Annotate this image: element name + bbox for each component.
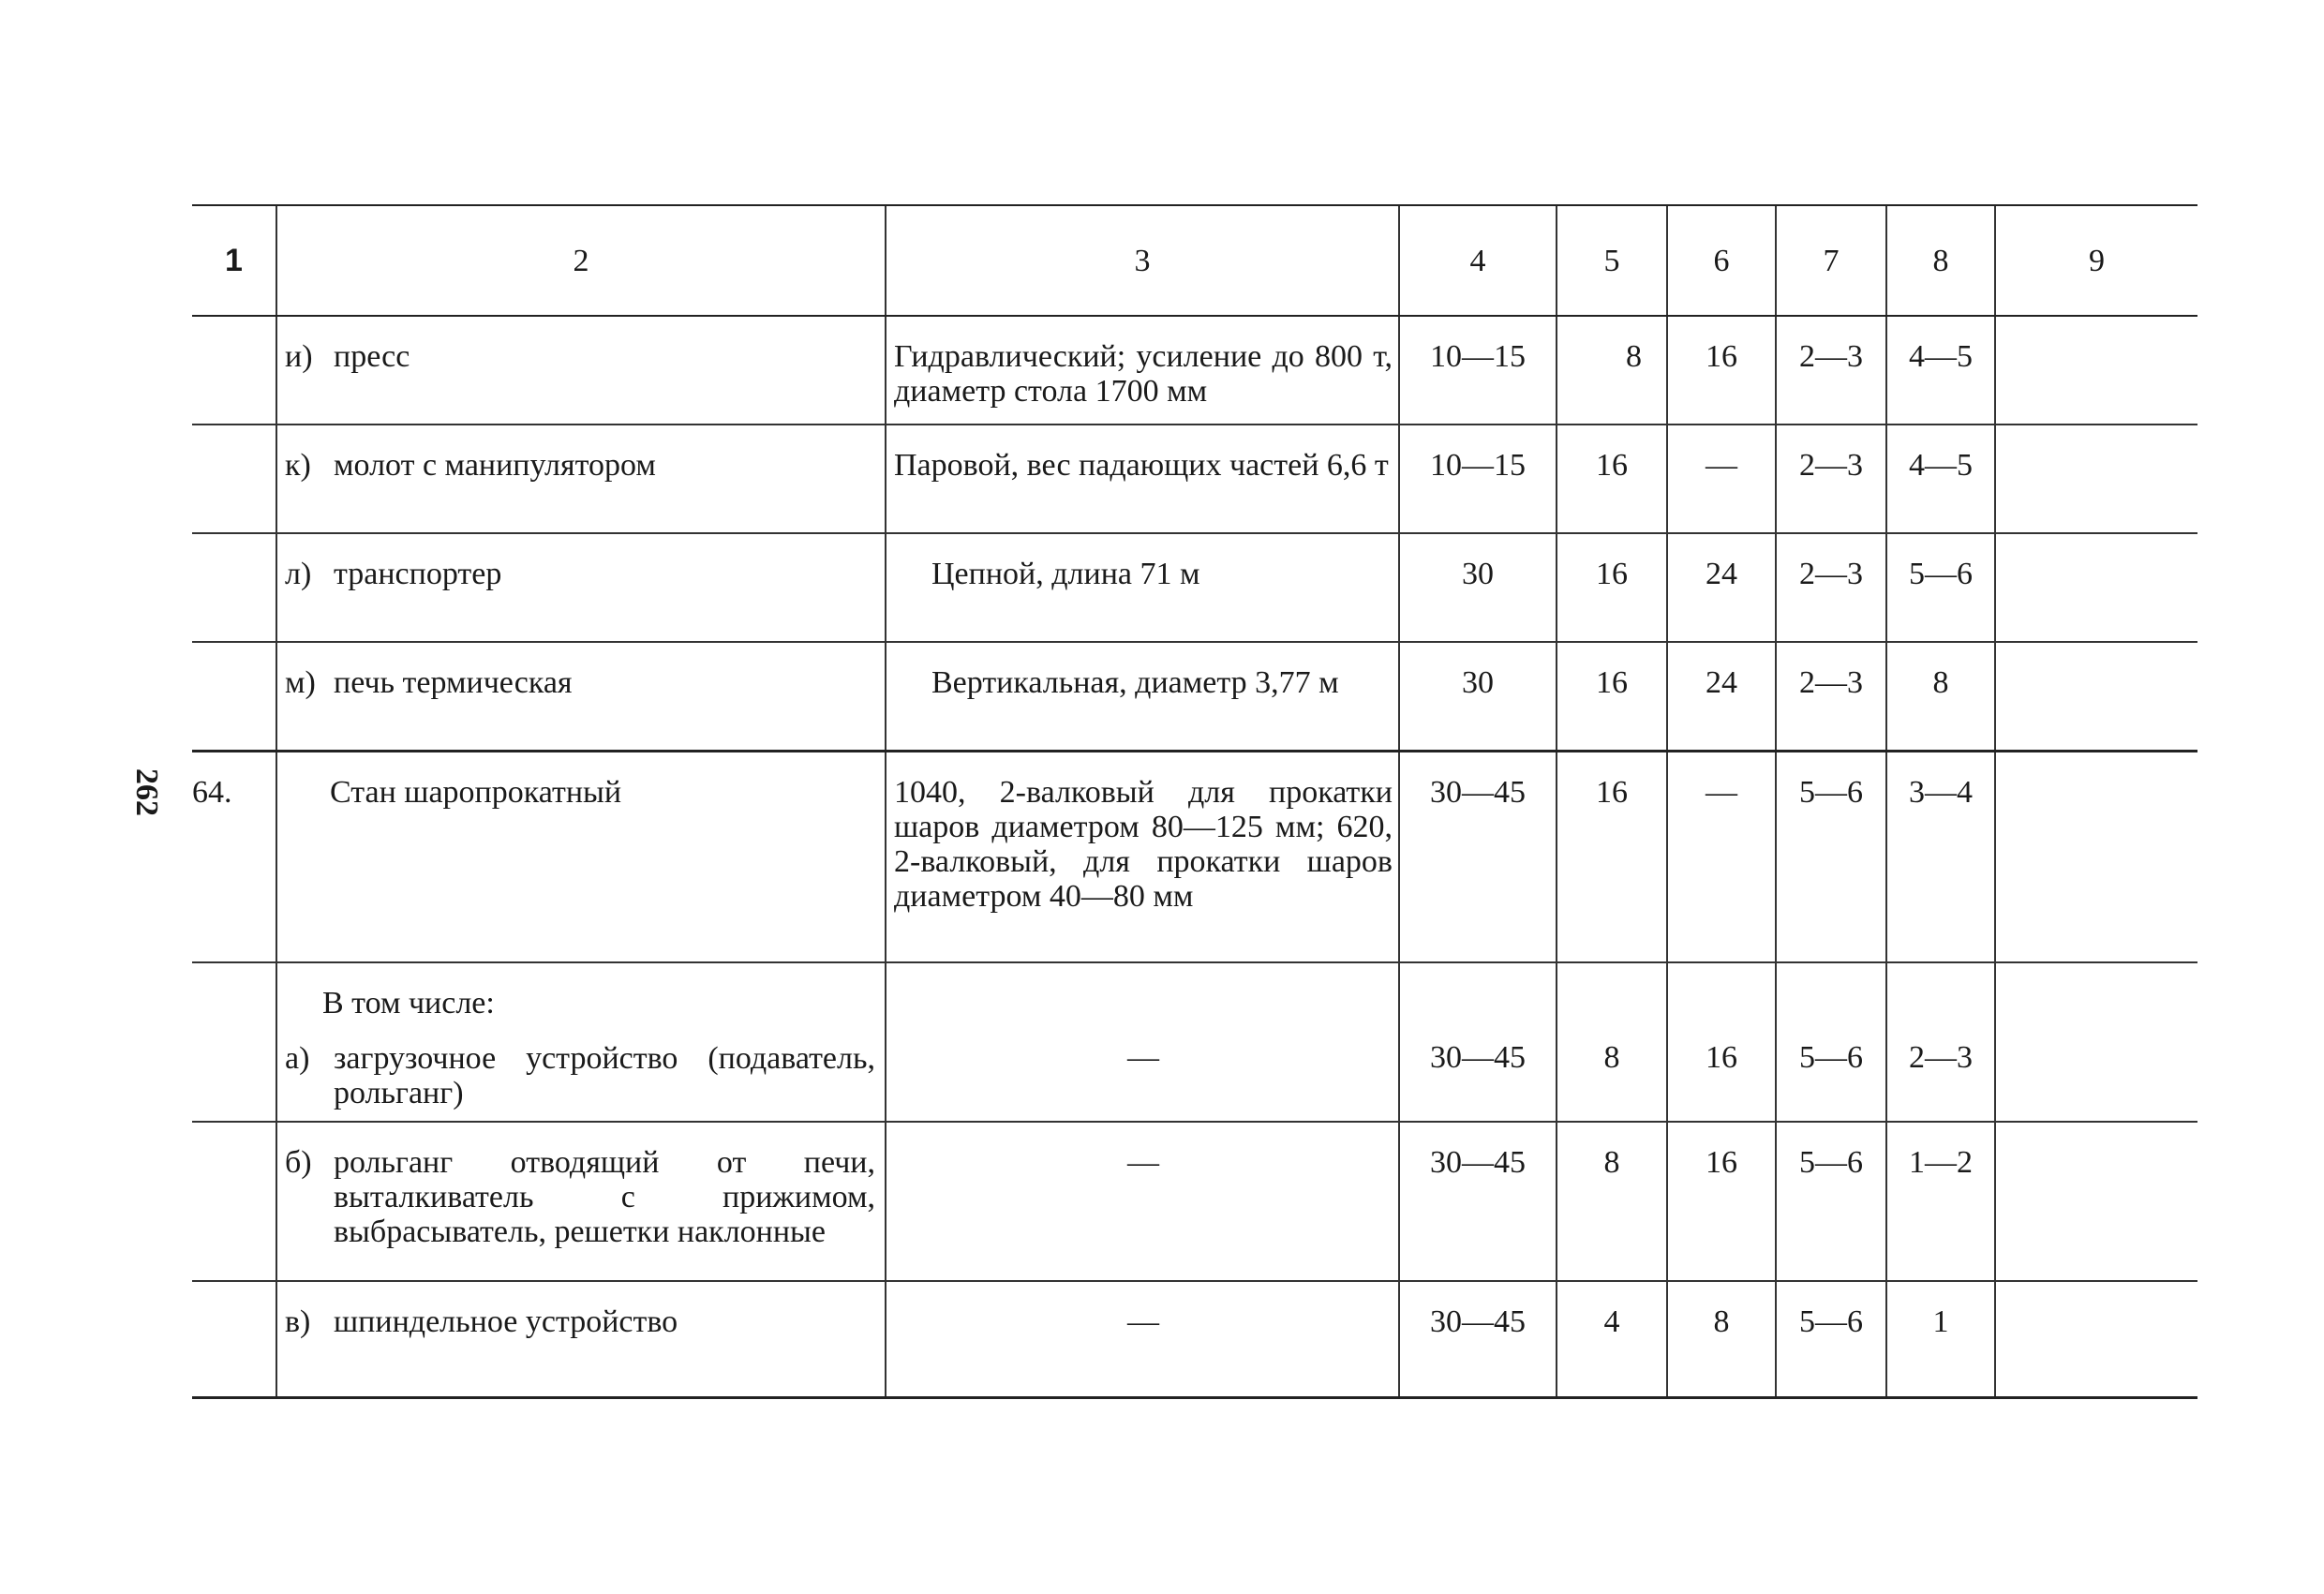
row-number (192, 1122, 276, 1281)
cell-col-8: 1 (1886, 1281, 1995, 1397)
cell-col-4: 10—15 (1399, 425, 1557, 533)
equipment-name: печь термическая (334, 665, 573, 700)
cell-col-4: 30—45 (1399, 962, 1557, 1122)
cell-col-6: — (1667, 751, 1776, 962)
page-number: 262 (129, 768, 164, 816)
header-row (192, 205, 2197, 316)
equipment-description: Паровой, вес падающих частей 6,6 т (886, 425, 1399, 533)
cell-col-5: 16 (1557, 425, 1667, 533)
cell-col-7: 5—6 (1776, 1281, 1886, 1397)
equipment-description: — (886, 1281, 1399, 1397)
equipment-name-cell (276, 1122, 886, 1281)
cell-col-8: 8 (1886, 642, 1995, 751)
row-number (192, 1281, 276, 1397)
cell-col-5: 16 (1557, 642, 1667, 751)
row-number (192, 316, 276, 425)
cell-col-6: 16 (1667, 962, 1776, 1122)
equipment-name-cell (276, 962, 886, 1122)
table-row (192, 642, 2197, 751)
cell-col-8: 2—3 (1886, 962, 1995, 1122)
equipment-name-cell (276, 1281, 886, 1397)
cell-col-6: 24 (1667, 533, 1776, 642)
cell-col-6: 16 (1667, 1122, 1776, 1281)
header-col-9: 9 (1995, 205, 2197, 316)
equipment-name-cell (276, 642, 886, 751)
cell-col-5: 8 (1557, 1122, 1667, 1281)
cell-col-8: 4—5 (1886, 316, 1995, 425)
cell-col-5: 8 (1557, 316, 1667, 425)
cell-col-7: 2—3 (1776, 316, 1886, 425)
cell-col-4: 30 (1399, 642, 1557, 751)
equipment-name: Стан шаропрокатный (330, 774, 622, 810)
item-marker: л) (285, 557, 312, 591)
header-col-1: 1 (192, 205, 276, 316)
cell-col-6: 24 (1667, 642, 1776, 751)
row-number (192, 962, 276, 1122)
equipment-name: транспортер (334, 557, 502, 591)
cell-col-5: 8 (1557, 962, 1667, 1122)
header-col-7: 7 (1776, 205, 1886, 316)
cell-col-9 (1995, 642, 2197, 751)
equipment-description: Вертикальная, диаметр 3,77 м (886, 642, 1399, 751)
cell-col-5: 4 (1557, 1281, 1667, 1397)
header-col-4: 4 (1399, 205, 1557, 316)
cell-col-4: 30—45 (1399, 1122, 1557, 1281)
cell-col-9 (1995, 962, 2197, 1122)
table-row (192, 751, 2197, 962)
equipment-name: молот с манипулятором (334, 448, 656, 483)
equipment-name-cell (276, 316, 886, 425)
cell-col-9 (1995, 1281, 2197, 1397)
table-row (192, 962, 2197, 1122)
row-number (192, 533, 276, 642)
equipment-table (192, 204, 2197, 1399)
cell-col-7: 2—3 (1776, 425, 1886, 533)
item-marker: м) (285, 665, 316, 700)
table-row (192, 1281, 2197, 1397)
header-col-5: 5 (1557, 205, 1667, 316)
cell-col-4: 30 (1399, 533, 1557, 642)
cell-col-6: 8 (1667, 1281, 1776, 1397)
equipment-name-cell (276, 425, 886, 533)
cell-col-7: 5—6 (1776, 751, 1886, 962)
cell-col-9 (1995, 1122, 2197, 1281)
row-number (192, 425, 276, 533)
cell-col-7: 5—6 (1776, 1122, 1886, 1281)
item-marker: б) (285, 1145, 312, 1180)
equipment-name-cell (276, 751, 886, 962)
cell-col-7: 2—3 (1776, 642, 1886, 751)
equipment-description: Гидравлический; усиление до 800 т, диаметр стола 1700 мм (886, 316, 1399, 425)
cell-col-8: 4—5 (1886, 425, 1995, 533)
table-row (192, 533, 2197, 642)
equipment-name-cell (276, 533, 886, 642)
cell-col-7: 5—6 (1776, 962, 1886, 1122)
item-marker: в) (285, 1304, 311, 1339)
cell-col-7: 2—3 (1776, 533, 1886, 642)
item-marker: и) (285, 339, 313, 374)
equipment-name: пресс (334, 339, 410, 374)
equipment-description: — (886, 1122, 1399, 1281)
equipment-description: — (886, 962, 1399, 1122)
equipment-description: Цепной, длина 71 м (886, 533, 1399, 642)
header-col-2: 2 (276, 205, 886, 316)
cell-col-8: 1—2 (1886, 1122, 1995, 1281)
cell-col-9 (1995, 533, 2197, 642)
cell-col-8: 5—6 (1886, 533, 1995, 642)
cell-col-4: 30—45 (1399, 751, 1557, 962)
cell-col-5: 16 (1557, 533, 1667, 642)
cell-col-8: 3—4 (1886, 751, 1995, 962)
cell-col-6: — (1667, 425, 1776, 533)
row-number (192, 642, 276, 751)
cell-col-9 (1995, 316, 2197, 425)
table-row (192, 425, 2197, 533)
cell-col-5: 16 (1557, 751, 1667, 962)
table-row (192, 316, 2197, 425)
equipment-description: 1040, 2-валковый для прокатки шаров диаметром 80—125 мм; 620, 2-валковый, для прокатки шаров диаметром 40—80 мм (886, 751, 1399, 962)
cell-col-6: 16 (1667, 316, 1776, 425)
equipment-name: шпиндельное устройство (334, 1304, 678, 1339)
cell-col-9 (1995, 751, 2197, 962)
header-col-6: 6 (1667, 205, 1776, 316)
sub-heading: В том числе: (322, 986, 495, 1020)
equipment-name: рольганг отводящий от печи, выталкиватель с прижимом, выбрасыватель, решетки наклонные (334, 1145, 875, 1249)
item-marker: а) (285, 1041, 310, 1076)
cell-col-4: 30—45 (1399, 1281, 1557, 1397)
table-row (192, 1122, 2197, 1281)
row-number: 64. (192, 751, 276, 962)
header-col-8: 8 (1886, 205, 1995, 316)
cell-col-4: 10—15 (1399, 316, 1557, 425)
item-marker: к) (285, 448, 311, 483)
header-col-3: 3 (886, 205, 1399, 316)
equipment-name: загрузочное устройство (подаватель, рольганг) (334, 1041, 875, 1110)
cell-col-9 (1995, 425, 2197, 533)
